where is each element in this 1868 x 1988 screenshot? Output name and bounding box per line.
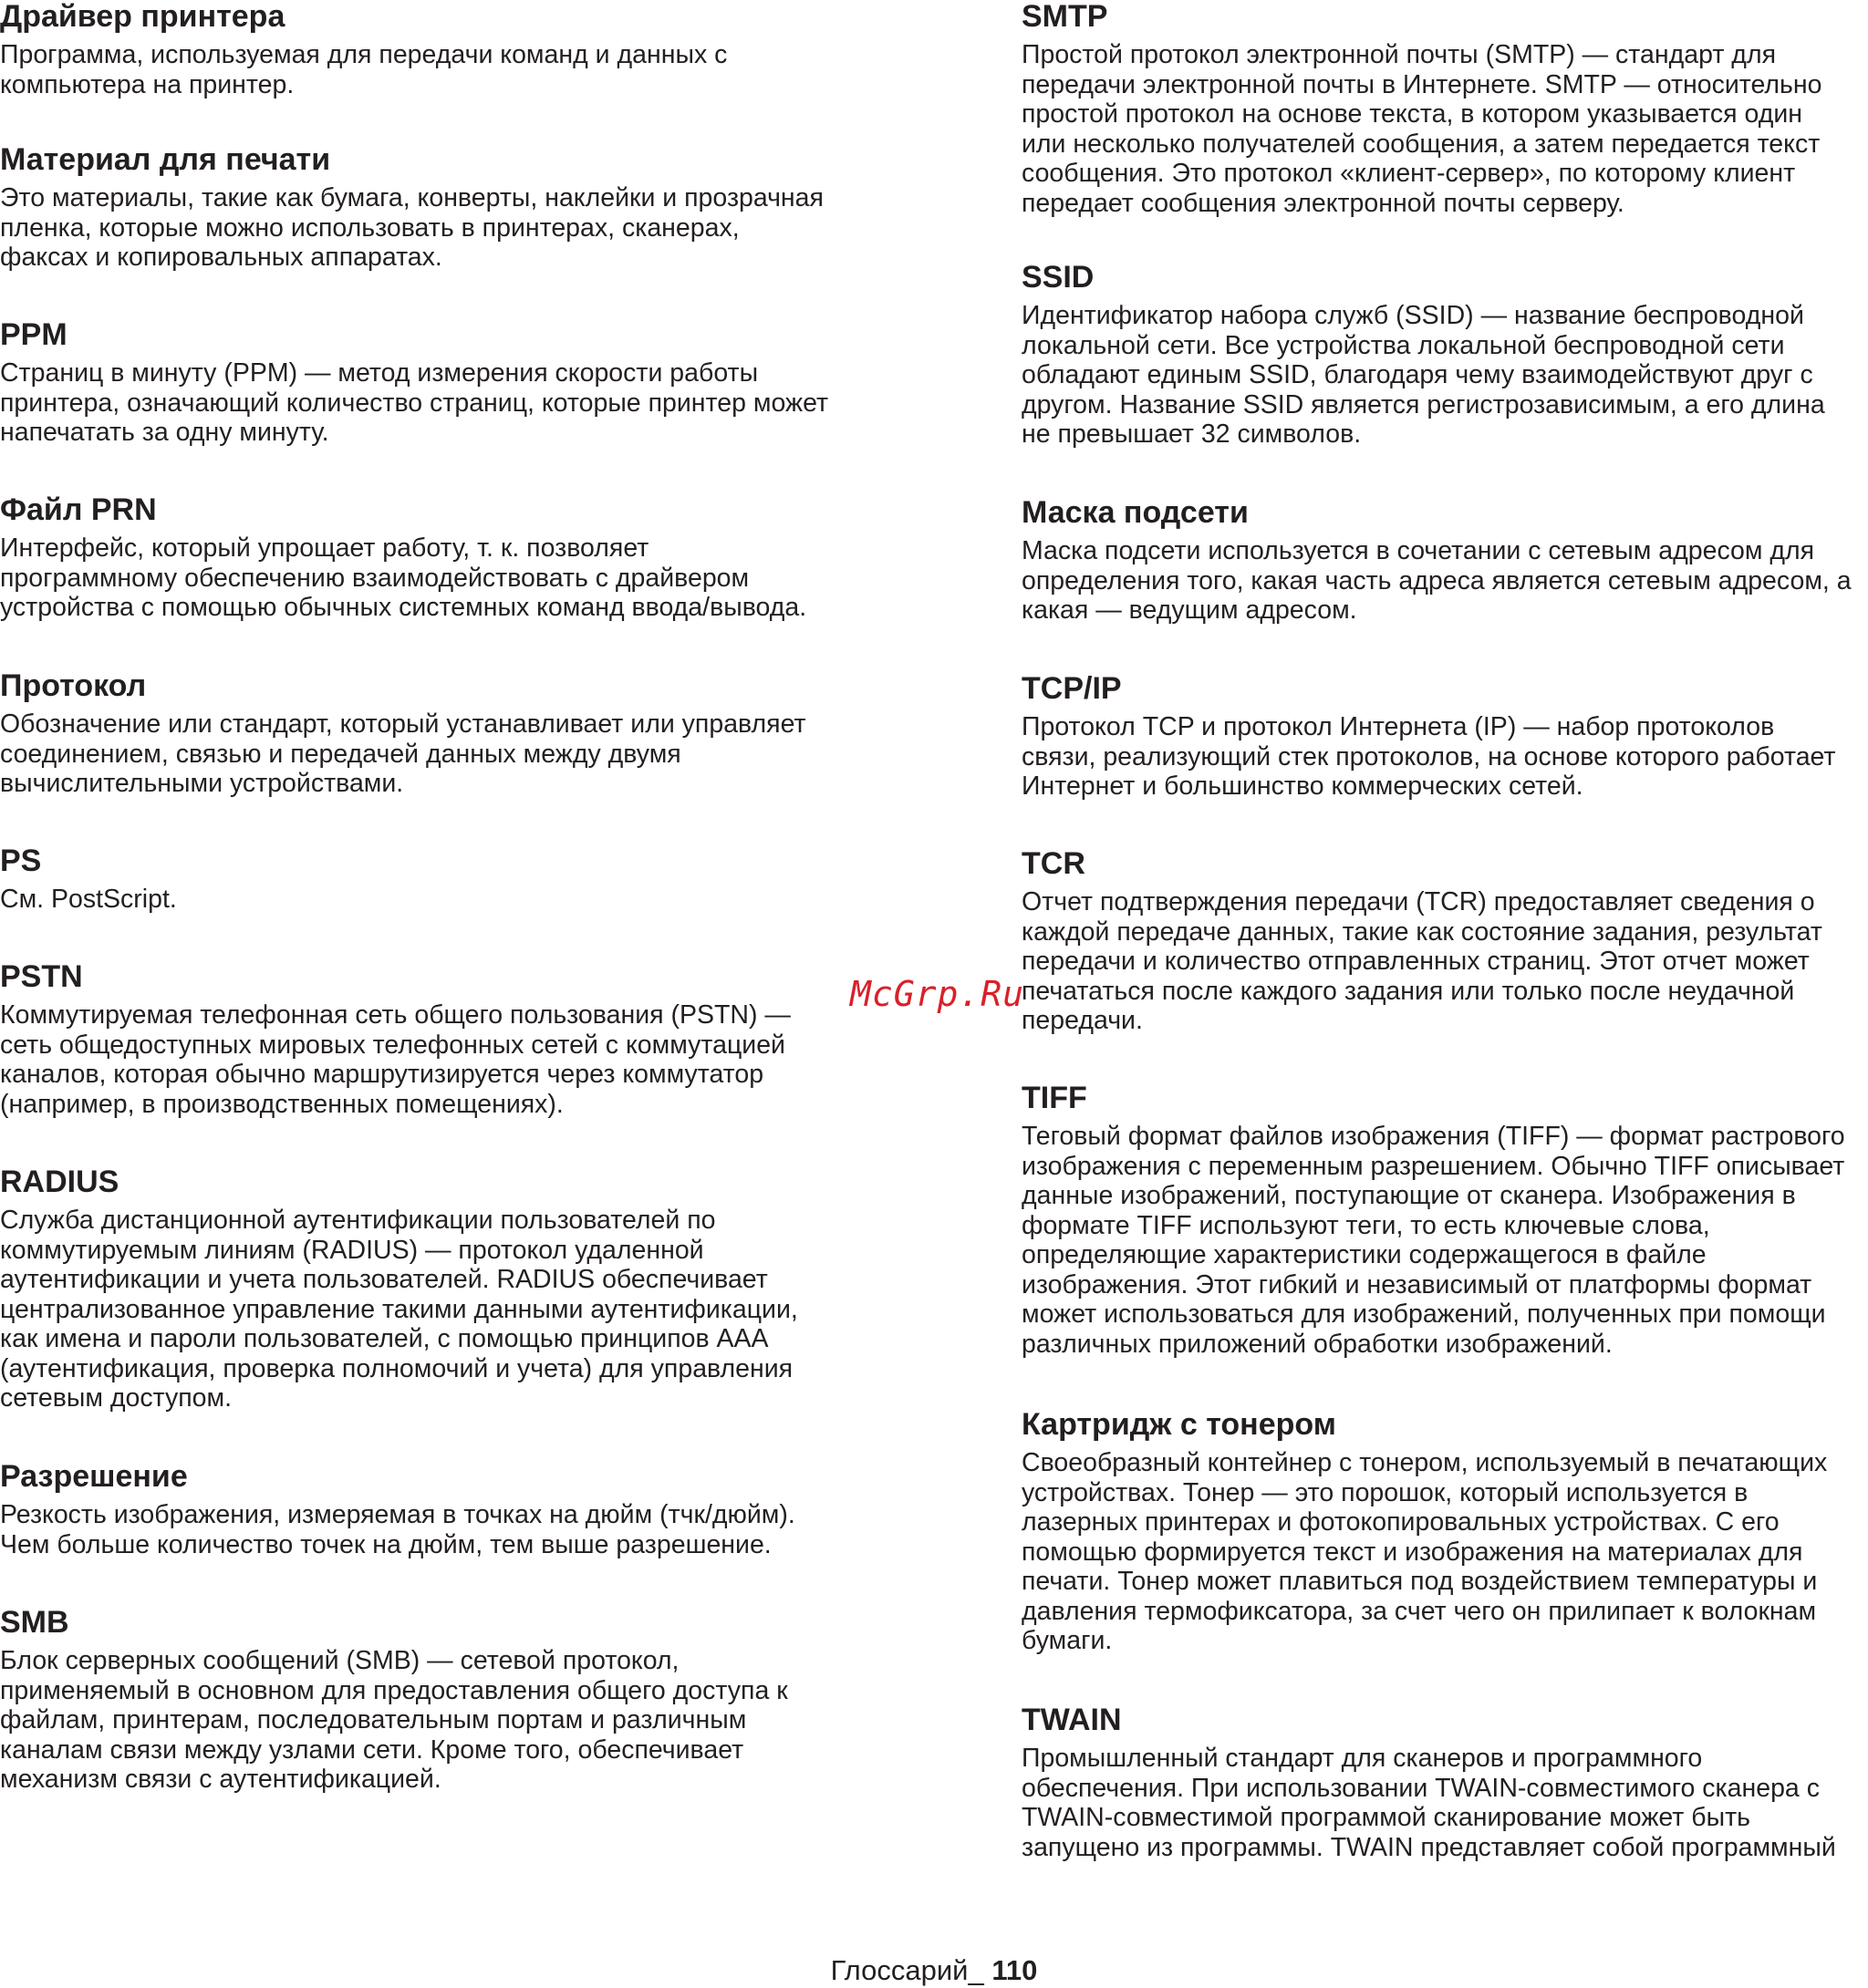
glossary-entry: [1022, 261, 1825, 450]
glossary-term: TCP/IP: [1022, 671, 1122, 706]
glossary-term: TCR: [1022, 846, 1085, 881]
page-number: 110: [991, 1954, 1038, 1986]
glossary-entry: [1022, 672, 1836, 802]
glossary-term: SMB: [0, 1605, 69, 1640]
glossary-entry: [1022, 496, 1852, 626]
glossary-definition: Обозначение или стандарт, который устанавливает или управляет соединением, связью и передачей данных между двумя вычислительными устройствами.: [0, 709, 806, 798]
glossary-definition: Маска подсети используется в сочетании с сетевым адресом для определения того, какая часть адреса является сетевым адресом, а какая — ведущим адресом.: [1022, 536, 1852, 625]
glossary-entry: [0, 1165, 798, 1413]
glossary-definition: Своеобразный контейнер с тонером, используемый в печатающих устройствах. Тонер — это порошок, который используется в лазерных принтерах и фотокопировальных устройствах. С его помощью формируется текст и изображения на материалах для печати. Тонер может плавиться под воздействием температуры и давления термофиксатора, за счет чего он прилипает к волокнам бумаги.: [1022, 1448, 1828, 1655]
glossary-term: Файл PRN: [0, 492, 157, 527]
glossary-entry: [1022, 0, 1821, 218]
glossary-definition: Программа, используемая для передачи команд и данных с компьютера на принтер.: [0, 40, 728, 99]
glossary-definition: Блок серверных сообщений (SMB) — сетевой протокол, применяемый в основном для предоставления общего доступа к файлам, принтерам, последовательным портам и различным каналам связи между узлами сети. Кроме того, обеспечивает механизм связи с аутентификацией.: [0, 1646, 788, 1794]
glossary-definition: Служба дистанционной аутентификации пользователей по коммутируемым линиям (RADIUS) — протокол удаленной аутентификации и учета пользователей. RADIUS обеспечивает централизованное управление такими данными аутентификации, как имена и пароли пользователей, с помощью принципов AAA (аутентификация, проверка полномочий и учета) для управления сетевым доступом.: [0, 1206, 798, 1413]
glossary-entry: [0, 844, 177, 915]
glossary-definition: Коммутируемая телефонная сеть общего пользования (PSTN) — сеть общедоступных мировых телефонных сетей с коммутацией каналов, которая обычно маршрутизируется через коммутатор (например, в производственных помещениях).: [0, 1000, 791, 1119]
glossary-definition: Резкость изображения, измеряемая в точках на дюйм (тчк/дюйм). Чем больше количество точек на дюйм, тем выше разрешение.: [0, 1500, 795, 1559]
glossary-term: SSID: [1022, 260, 1095, 295]
footer-section-label: Глоссарий_: [830, 1954, 992, 1986]
glossary-entry: [0, 1606, 788, 1795]
glossary-entry: [0, 318, 828, 448]
glossary-term: TIFF: [1022, 1081, 1087, 1115]
glossary-term: PPM: [0, 317, 67, 352]
glossary-entry: [1022, 1703, 1836, 1862]
glossary-definition: Идентификатор набора служб (SSID) — название беспроводной локальной сети. Все устройства локальной беспроводной сети обладают единым SSID, благодаря чему взаимодействуют друг с другом. Название SSID является регистрозависимым, а его длина не превышает 32 символов.: [1022, 301, 1825, 449]
glossary-definition: Отчет подтверждения передачи (TCR) предоставляет сведения о каждой передаче данных, такие как состояние задания, результат передачи и количество отправленных страниц. Этот отчет может печататься после каждого задания или только после неудачной передачи.: [1022, 887, 1822, 1035]
glossary-term: Маска подсети: [1022, 495, 1249, 530]
glossary-entry: [0, 493, 806, 623]
glossary-term: SMTP: [1022, 0, 1108, 34]
glossary-entry: [0, 960, 791, 1119]
glossary-definition: См. PostScript.: [0, 885, 177, 914]
glossary-entry: [1022, 1408, 1827, 1656]
glossary-definition: Это материалы, такие как бумага, конверты, наклейки и прозрачная пленка, которые можно использовать в принтерах, сканерах, факсах и копировальных аппаратах.: [0, 183, 824, 272]
glossary-entry: [0, 0, 727, 99]
glossary-term: Материал для печати: [0, 142, 331, 177]
glossary-entry: [1022, 847, 1822, 1036]
glossary-entry: [0, 143, 824, 273]
page-footer: [0, 1955, 1868, 1986]
glossary-entry: [0, 669, 806, 799]
glossary-definition: Промышленный стандарт для сканеров и программного обеспечения. При использовании TWAIN-совместимого сканера с TWAIN-совместимой программой сканирование может быть запущено из программы. TWAIN представляет собой программный: [1022, 1744, 1836, 1862]
glossary-definition: Теговый формат файлов изображения (TIFF) — формат растрового изображения с переменным разрешением. Обычно TIFF описывает данные изображений, поступающие от сканера. Изображения в формате TIFF используют теги, то есть ключевые слова, определяющие характеристики содержащегося в файле изображения. Этот гибкий и независимый от платформы формат может использоваться для изображений, полученных при помощи различных приложений обработки изображений.: [1022, 1122, 1845, 1359]
glossary-term: Картридж с тонером: [1022, 1407, 1336, 1442]
glossary-definition: Интерфейс, который упрощает работу, т. к. позволяет программному обеспечению взаимодействовать с драйвером устройства с помощью обычных системных команд ввода/вывода.: [0, 533, 807, 622]
glossary-term: Драйвер принтера: [0, 0, 285, 34]
glossary-definition: Протокол TCP и протокол Интернета (IP) — набор протоколов связи, реализующий стек протоколов, на основе которого работает Интернет и большинство коммерческих сетей.: [1022, 712, 1836, 801]
glossary-term: RADIUS: [0, 1165, 119, 1199]
glossary-term: Протокол: [0, 668, 147, 703]
glossary-term: Разрешение: [0, 1459, 188, 1494]
watermark-text: McGrp.Ru: [850, 974, 1025, 1014]
glossary-definition: Простой протокол электронной почты (SMTP) — стандарт для передачи электронной почты в Интернете. SMTP — относительно простой протокол на основе текста, в котором указывается один или несколько получателей сообщения, а затем передается текст сообщения. Это протокол «клиент-сервер», по которому клиент передает сообщения электронной почты серверу.: [1022, 40, 1822, 218]
glossary-definition: Страниц в минуту (PPM) — метод измерения скорости работы принтера, означающий количество страниц, которые принтер может напечатать за одну минуту.: [0, 358, 829, 447]
glossary-entry: [1022, 1082, 1845, 1359]
glossary-term: PSTN: [0, 959, 83, 994]
glossary-term: PS: [0, 844, 42, 878]
glossary-entry: [0, 1460, 795, 1559]
glossary-term: TWAIN: [1022, 1703, 1122, 1737]
